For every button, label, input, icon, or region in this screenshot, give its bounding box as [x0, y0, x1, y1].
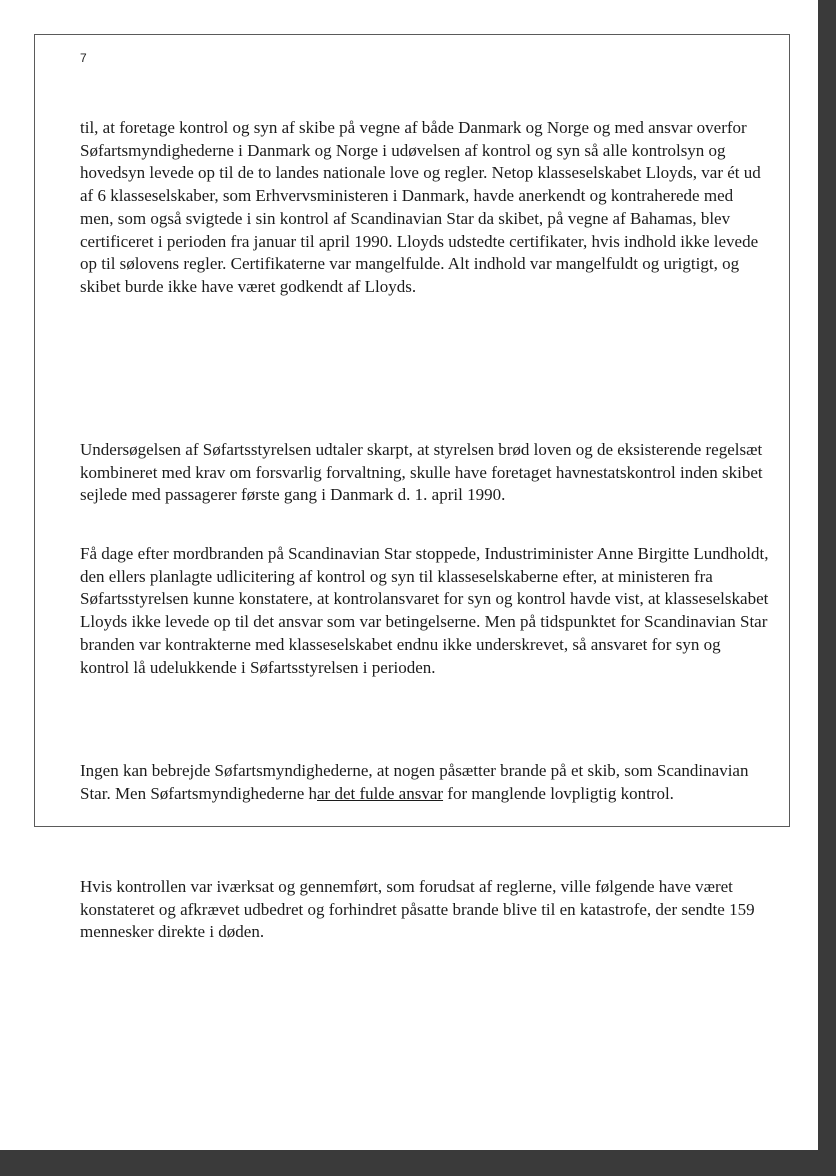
page-number: 7	[80, 51, 87, 65]
underlined-phrase: ar det fulde ansvar	[317, 783, 444, 803]
scan-bottom-edge	[0, 1150, 836, 1176]
paragraph-minister-decision: Få dage efter mordbranden på Scandinavian Star stoppede, Industriminister Anne Birgitte Lundholdt, den ellers planlagte udlicitering af kontrol og syn til klasseselskaberne efter, at ministeren fra Søfartsstyrelsen kunne konstatere, at kontrolansvaret for syn og kontrol havde vist, at klasseselskabet Lloyds ikke levede op til det ansvar som var betingelserne. Men på tidspunktet for Scandinavian Star branden var kontrakterne med klasseselskabet endnu ikke underskrevet, så ansvaret for syn og kontrol lå udelukkende i Søfartsstyrelsen i perioden.	[80, 544, 769, 677]
paragraph-lloyds-certification: til, at foretage kontrol og syn af skibe på vegne af både Danmark og Norge og med ansvar overfor Søfartsmyndighederne i Danmark og Norge i udøvelsen af kontrol og syn så alle kontrolsyn og hovedsyn levede op til de to landes nationale love og regler. Netop klasseselskabet Lloyds, var ét ud af 6 klasseselskaber, som Erhvervsministeren i Danmark, havde anerkendt og kontraherede med men, som også svigtede i sin kontrol af Scandinavian Star da skibet, på vegne af Bahamas, blev certificeret i perioden fra januar til april 1990. Lloyds udstedte certifikater, hvis indhold ikke levede op til sølovens regler. Certifikaterne var mangelfulde. Alt indhold var mangelfuldt og urigtigt, og skibet burde ikke have været godkendt af Lloyds.	[80, 118, 761, 296]
paragraph-investigation: Undersøgelsen af Søfartsstyrelsen udtaler skarpt, at styrelsen brød loven og de eksisterende regelsæt kombineret med krav om forsvarlig forvaltning, skulle have foretaget havnestatskontrol inden skibet sejlede med passagerer første gang i Danmark d. 1. april 1990.	[80, 440, 763, 505]
paragraph-consequences: Hvis kontrollen var iværksat og gennemført, som forudsat af reglerne, ville følgende have været konstateret og afkrævet udbedret og forhindret påsatte brande blive til en katastrofe, der sendte 159 mennesker direkte i døden.	[80, 877, 755, 942]
paragraph-responsibility	[80, 760, 770, 805]
scan-right-edge	[818, 0, 836, 1176]
responsibility-text-end: for manglende lovpligtig kontrol.	[443, 783, 674, 803]
responsibility-text-start: Ingen kan bebrejde Søfartsmyndighederne, at nogen påsætter brande på et skib, som Scandinavian Star. Men Søfartsmyndighederne h	[80, 761, 749, 803]
